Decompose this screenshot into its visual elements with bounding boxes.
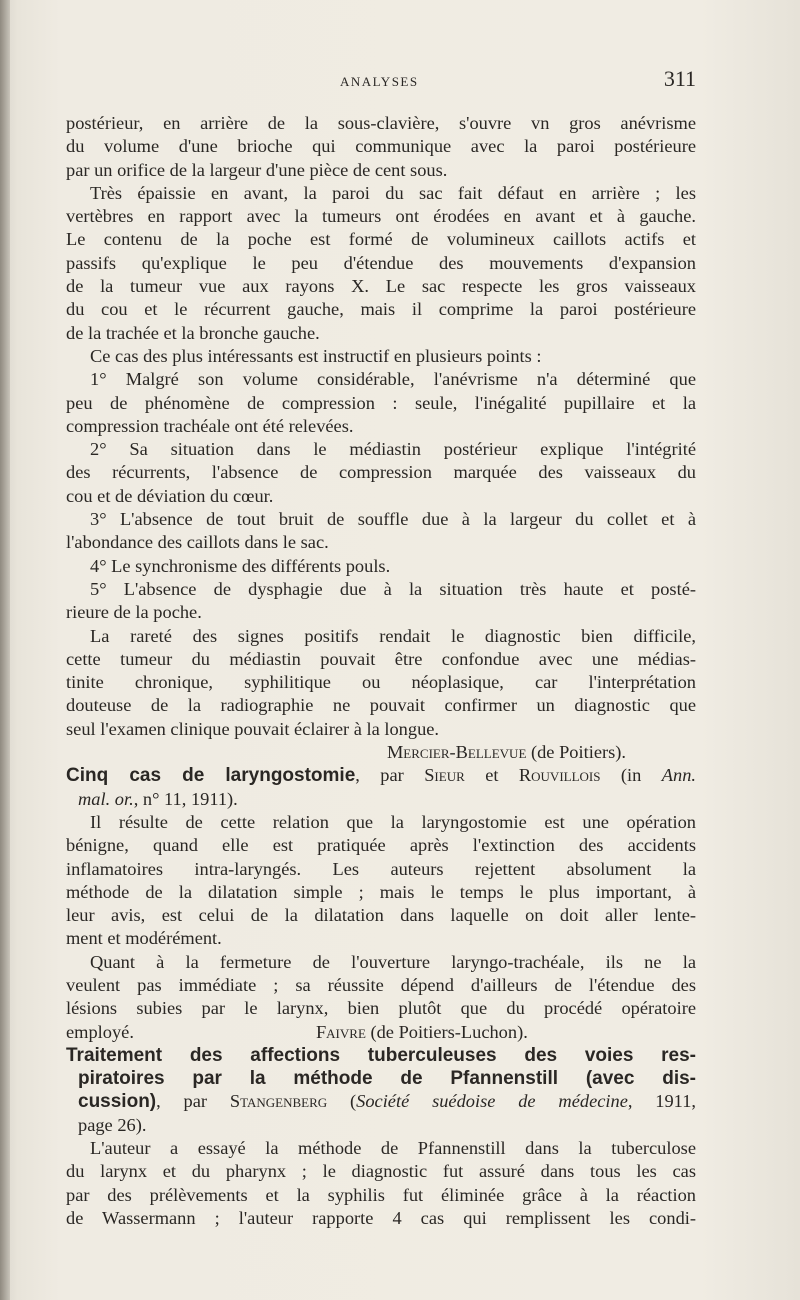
signature-author: Faivre — [315, 1021, 366, 1042]
page-header — [66, 66, 696, 96]
signature-author: Mercier-Bellevue — [386, 742, 527, 763]
journal-name: mal. or. — [78, 788, 134, 809]
running-title: ANALYSES — [340, 74, 419, 89]
article-reference-page: page 26). — [78, 1114, 147, 1135]
text-line: cette tumeur du médiastin pouvait être confondue avec une médias- — [66, 648, 696, 669]
text-line: du cou et le récurrent gauche, mais il comprime la paroi postérieure — [66, 299, 696, 320]
text-line-with-signature — [66, 1021, 696, 1044]
article-reference — [66, 788, 696, 811]
text-line: de Wassermann ; l'auteur rapporte 4 cas qui remplissent les condi- — [66, 1207, 696, 1228]
text-line: par un orifice de la largeur d'une pièce de cent sous. — [66, 159, 448, 180]
text-line: douteuse de la radiographie ne pouvait confirmer un diagnostic que — [66, 695, 696, 716]
text-line: Le contenu de la poche est formé de volumineux caillots actifs et — [66, 229, 696, 250]
text-line: de la trachée et la bronche gauche. — [66, 322, 320, 343]
text-line: veulent pas immédiate ; sa réussite dépend d'ailleurs de l'étendue des — [66, 974, 696, 995]
text-line: peu de phénomène de compression : seule, l'inégalité pupillaire et la — [66, 392, 696, 413]
text-line: rieure de la poche. — [66, 602, 202, 623]
text-line: 1° Malgré son volume considérable, l'anévrisme n'a déterminé que — [90, 369, 696, 390]
title-fragment: piratoires par la méthode de Pfannenstill — [78, 1068, 559, 1090]
signature-place: (de Poitiers). — [526, 742, 626, 763]
body-text — [66, 112, 696, 1230]
text-line: par des prélèvements et la syphilis fut éliminée grâce à la réaction — [66, 1184, 696, 1205]
text-line: La rareté des signes positifs rendait le diagnostic bien difficile, — [90, 625, 696, 646]
text-line: méthode de la dilatation simple ; mais le temps le plus important, à — [66, 881, 696, 902]
heading-text: ( — [327, 1091, 357, 1112]
text-line: 2° Sa situation dans le médiastin postérieur explique l'intégrité — [90, 439, 696, 460]
text-line: lésions subies par le larynx, bien plutôt que du procédé opératoire — [66, 998, 696, 1019]
article-title-pfannenstill: Traitement des affections tuberculeuses des voies res- — [66, 1044, 696, 1066]
heading-text: , par — [156, 1091, 230, 1112]
author-sieur: Sieur — [424, 765, 465, 786]
text-line: Il résulte de cette relation que la laryngostomie est une opération — [90, 811, 696, 832]
text-line: des récurrents, l'absence de compression marquée des vaisseaux du — [66, 462, 696, 483]
text-line: 5° L'absence de dysphagie due à la situation très haute et posté- — [90, 578, 696, 599]
heading-text: (in — [600, 765, 662, 786]
text-line: passifs qu'explique le peu d'étendue des mouvements d'expansion — [66, 252, 696, 273]
text-line: ment et modérément. — [66, 928, 222, 949]
text-line: postérieur, en arrière de la sous-clavière, s'ouvre vn gros anévrisme — [66, 113, 696, 133]
text-line: Très épaissie en avant, la paroi du sac fait défaut en arrière ; les — [90, 182, 696, 203]
author-rouvillois: Rouvillois — [518, 765, 601, 786]
text-line: seul l'examen clinique pouvait éclairer à la longue. — [66, 718, 440, 739]
text-line: l'abondance des caillots dans le sac. — [66, 532, 329, 553]
page-spine-shadow — [0, 0, 10, 1300]
journal-name: Ann. — [661, 765, 696, 786]
author-stangenberg: Stangenberg — [229, 1091, 328, 1112]
text-line: L'auteur a essayé la méthode de Pfannenstill dans la tuberculose — [90, 1138, 696, 1159]
title-fragment: (avec dis- — [558, 1068, 696, 1090]
reference-number: , 1911, — [627, 1091, 696, 1112]
heading-text: et — [464, 765, 519, 786]
title-fragment: cussion) — [78, 1091, 157, 1113]
text-line: bénigne, quand elle est pratiquée après l'extinction des accidents — [66, 835, 696, 856]
text-line: du volume d'une brioche qui communique avec la paroi postérieure — [66, 136, 696, 157]
text-line: tinite chronique, syphilitique ou néoplasique, car l'interprétation — [66, 672, 696, 693]
signature-place: (de Poitiers-Luchon). — [365, 1021, 528, 1042]
heading-text: , par — [355, 765, 425, 786]
article-title: Cinq cas de laryngostomie — [66, 765, 356, 787]
journal-name: Société suédoise de médecine — [356, 1091, 628, 1112]
reference-number: , n° 11, 1911). — [133, 788, 238, 809]
text-line: leur avis, est celui de la dilatation dans laquelle on doit aller lente- — [66, 905, 696, 926]
text-line: de la tumeur vue aux rayons X. Le sac respecte les gros vaisseaux — [66, 276, 696, 297]
text-line: vertèbres en rapport avec la tumeurs ont érodées en avant et à gauche. — [66, 206, 696, 227]
text-line: Ce cas des plus intéressants est instructif en plusieurs points : — [90, 345, 542, 366]
text-line: compression trachéale ont été relevées. — [66, 415, 354, 436]
text-line: inflamatoires intra-laryngés. Les auteurs rejettent absolument la — [66, 858, 696, 879]
text-line: cou et de déviation du cœur. — [66, 485, 274, 506]
text-line: du larynx et du pharynx ; le diagnostic fut assuré dans tous les cas — [66, 1161, 696, 1182]
signature-mercier-bellevue — [66, 741, 696, 764]
article-heading-laryngostomie — [66, 764, 696, 787]
page-number: 311 — [663, 66, 696, 91]
article-reference — [66, 1090, 696, 1113]
text-line: Quant à la fermeture de l'ouverture laryngo-trachéale, ils ne la — [90, 951, 696, 972]
text-line: 4° Le synchronisme des différents pouls. — [90, 555, 391, 576]
text-fragment: employé. — [66, 1021, 134, 1042]
article-title-pfannenstill-2 — [66, 1067, 696, 1090]
text-line: 3° L'absence de tout bruit de souffle due à la largeur du collet et à — [90, 509, 696, 530]
